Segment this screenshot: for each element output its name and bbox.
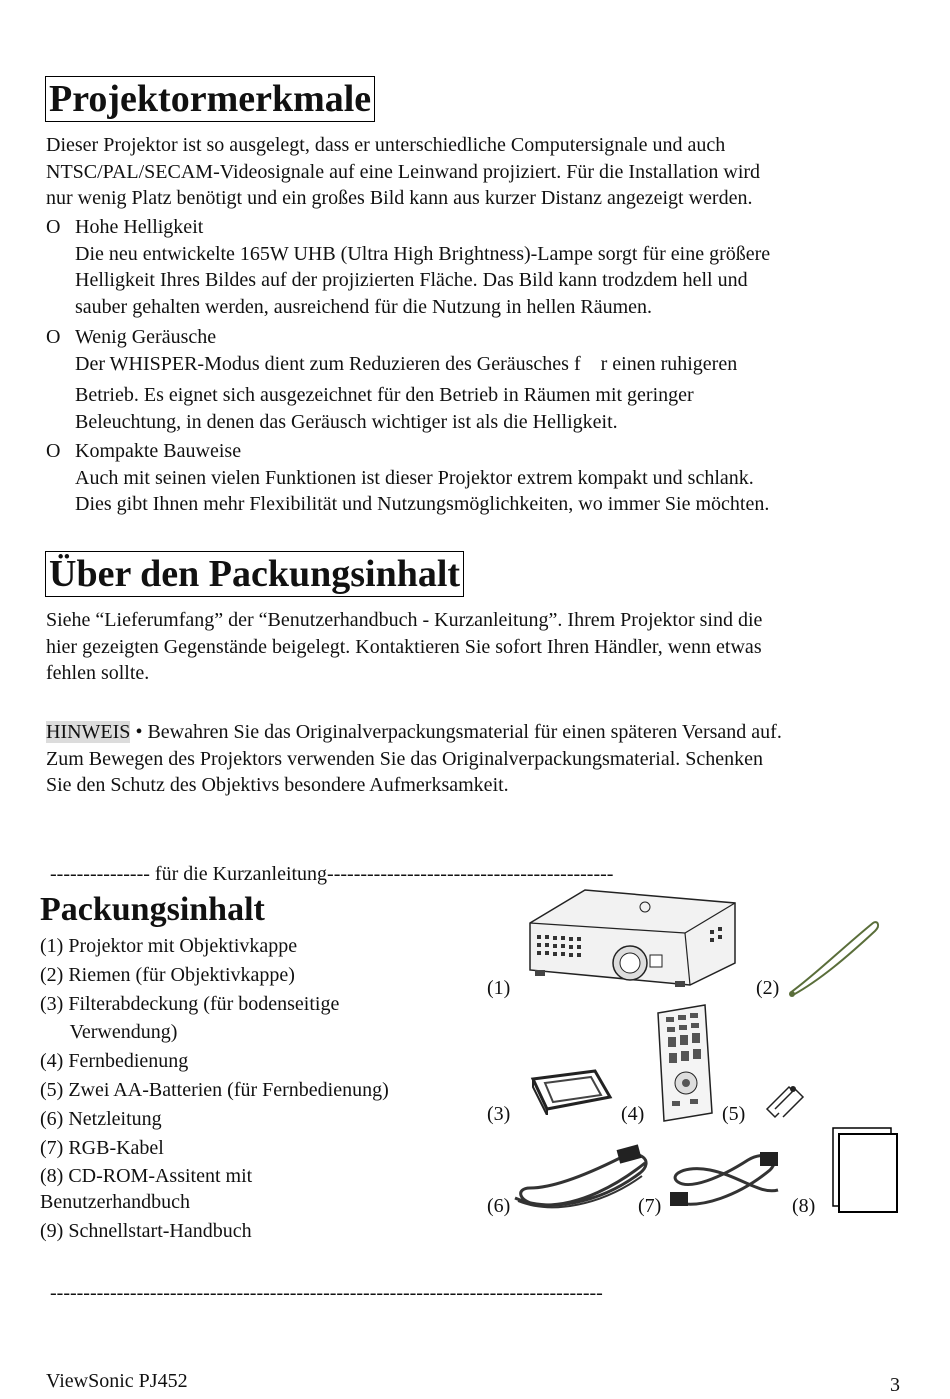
- note-text: • Bewahren Sie das Originalverpackungsmaterial für einen späteren Versand auf.: [130, 721, 782, 743]
- intro-line: nur wenig Platz benötigt und ein großes Bild kann aus kurzer Distanz angezeigt werden.: [46, 187, 753, 209]
- figure-label-4: (4): [621, 1103, 645, 1125]
- feature-heading: Hohe Helligkeit: [75, 216, 204, 238]
- feature-line: Beleuchtung, in denen das Geräusch wichtiger ist als die Helligkeit.: [75, 410, 618, 433]
- note-block: [46, 719, 782, 799]
- figure-label-1: (1): [487, 977, 511, 999]
- footer-product: ViewSonic PJ452: [46, 1370, 188, 1392]
- feature-line: sauber gehalten werden, ausreichend für die Nutzung in hellen Räumen.: [75, 295, 653, 318]
- batteries-icon: [763, 1083, 805, 1119]
- intro-line: Dieser Projektor ist so ausgelegt, dass er unterschiedliche Computersignale und auch: [46, 134, 726, 156]
- package-list-title: Packungsinhalt: [40, 891, 265, 928]
- package-intro: [46, 607, 762, 687]
- projector-icon: [525, 885, 740, 990]
- intro-line: hier gezeigten Gegenstände beigelegt. Kontaktieren Sie sofort Ihren Händler, wenn etwas: [46, 635, 762, 658]
- figure-label-7: (7): [638, 1195, 662, 1217]
- feature-compact: [46, 438, 926, 522]
- intro-line: NTSC/PAL/SECAM-Videosignale auf eine Leinwand projiziert. Für die Installation wird: [46, 160, 761, 183]
- divider-bottom: -----------------------------------------------------------------------------------: [50, 1282, 603, 1304]
- package-list: [40, 932, 389, 1246]
- list-item: Benutzerhandbuch: [40, 1191, 190, 1214]
- list-item: (6) Netzleitung: [40, 1107, 162, 1130]
- note-line: Zum Bewegen des Projektors verwenden Sie das Originalverpackungsmaterial. Schenken: [46, 747, 764, 770]
- list-item: (1) Projektor mit Objektivkappe: [40, 935, 298, 957]
- list-item: (7) RGB-Kabel: [40, 1136, 164, 1159]
- section-title-features: Projektormerkmale: [45, 76, 375, 122]
- feature-heading: Wenig Geräusche: [75, 326, 217, 348]
- bullet-marker: O: [46, 216, 61, 238]
- feature-line: Auch mit seinen vielen Funktionen ist dieser Projektor extrem kompakt und schlank.: [75, 466, 754, 489]
- feature-line: Helligkeit Ihres Bildes auf der projizierten Fläche. Das Bild kann trodzdem hell und: [75, 269, 748, 291]
- feature-line: Der WHISPER-Modus dient zum Reduzieren des Geräusches f r einen ruhigeren: [75, 352, 738, 375]
- filter-cover-icon: [525, 1067, 615, 1115]
- divider-top: --------------- für die Kurzanleitung-------------------------------------------: [50, 863, 614, 885]
- manual-icon: [830, 1125, 900, 1215]
- strap-icon: [785, 915, 885, 1000]
- note-line: Sie den Schutz des Objektivs besondere Aufmerksamkeit.: [46, 774, 509, 796]
- bullet-marker: O: [46, 326, 61, 348]
- page-number: 3: [890, 1374, 900, 1396]
- bullet-marker: O: [46, 440, 61, 462]
- feature-line: Die neu entwickelte 165W UHB (Ultra High Brightness)-Lampe sorgt für eine größere: [75, 242, 771, 265]
- intro-line: fehlen sollte.: [46, 662, 150, 684]
- section-title-package: Über den Packungsinhalt: [45, 551, 464, 597]
- feature-heading: Kompakte Bauweise: [75, 440, 242, 462]
- list-item: (3) Filterabdeckung (für bodenseitige: [40, 992, 340, 1015]
- figure-label-2: (2): [756, 977, 780, 999]
- remote-control-icon: [650, 1003, 720, 1123]
- feature-line: Dies gibt Ihnen mehr Flexibilität und Nutzungsmöglichkeiten, wo immer Sie möchten.: [75, 493, 770, 515]
- figure-label-3: (3): [487, 1103, 511, 1125]
- figure-label-6: (6): [487, 1195, 511, 1217]
- figure-label-5: (5): [722, 1103, 746, 1125]
- note-label: HINWEIS: [46, 721, 131, 743]
- package-figure: [480, 885, 920, 1220]
- list-item: (9) Schnellstart-Handbuch: [40, 1219, 252, 1242]
- feature-brightness: [46, 214, 926, 324]
- feature-line: Betrieb. Es eignet sich ausgezeichnet für den Betrieb in Räumen mit geringer: [75, 384, 694, 406]
- figure-label-8: (8): [792, 1195, 816, 1217]
- intro-line: Siehe “Lieferumfang” der “Benutzerhandbuch - Kurzanleitung”. Ihrem Projektor sind die: [46, 609, 763, 631]
- feature-quiet: [46, 324, 926, 438]
- list-item: (4) Fernbedienung: [40, 1050, 189, 1073]
- list-item: (8) CD-ROM-Assitent mit: [40, 1165, 253, 1188]
- features-intro: [46, 132, 760, 212]
- list-item: Verwendung): [40, 1021, 178, 1044]
- list-item: (2) Riemen (für Objektivkappe): [40, 963, 295, 986]
- rgb-cable-icon: [660, 1140, 785, 1220]
- list-item: (5) Zwei AA-Batterien (für Fernbedienung): [40, 1078, 389, 1101]
